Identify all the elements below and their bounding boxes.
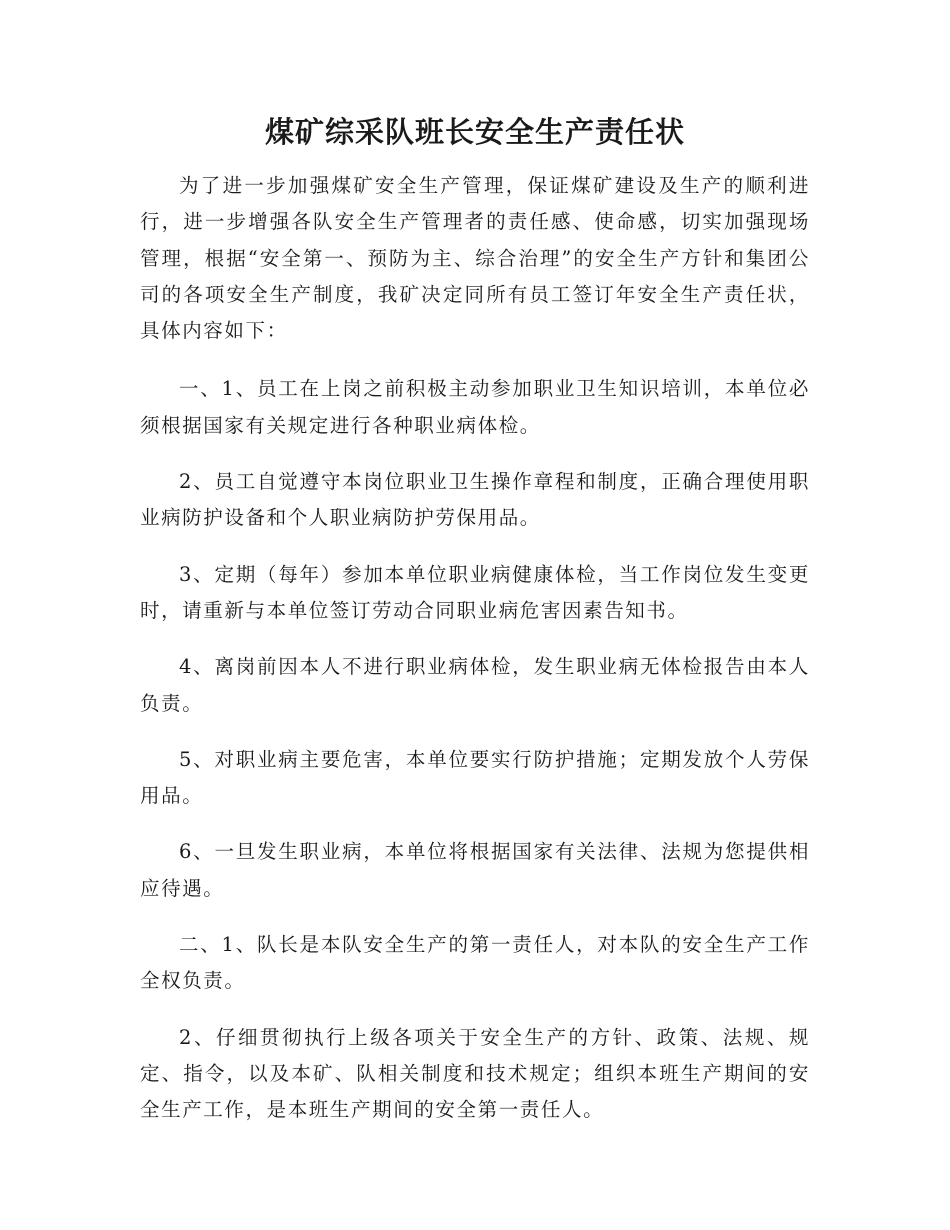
intro-paragraph: 为了进一步加强煤矿安全生产管理，保证煤矿建设及生产的顺利进行，进一步增强各队安全生产管理者的责任感、使命感，切实加强现场管理，根据“安全第一、预防为主、综合治理”的安全生产方针和集团公司的各项安全生产制度，我矿决定同所有员工签订年安全生产责任状，具体内容如下： bbox=[140, 174, 810, 343]
clause-1-6: 6、一旦发生职业病，本单位将根据国家有关法律、法规为您提供相应待遇。 bbox=[140, 840, 810, 900]
clause-1-2: 2、员工自觉遵守本岗位职业卫生操作章程和制度，正确合理使用职业病防护设备和个人职业病防护劳保用品。 bbox=[140, 470, 810, 530]
clause-1-5: 5、对职业病主要危害，本单位要实行防护措施；定期发放个人劳保用品。 bbox=[140, 747, 810, 808]
clause-1-1: 一、1、员工在上岗之前积极主动参加职业卫生知识培训，本单位必须根据国家有关规定进行各种职业病体检。 bbox=[140, 377, 810, 437]
clause-2-1: 二、1、队长是本队安全生产的第一责任人，对本队的安全生产工作全权负责。 bbox=[140, 933, 810, 993]
clause-1-3: 3、定期（每年）参加本单位职业病健康体检，当工作岗位发生变更时，请重新与本单位签订劳动合同职业病危害因素告知书。 bbox=[140, 562, 810, 622]
document-body bbox=[140, 168, 810, 1149]
clause-2-2: 2、仔细贯彻执行上级各项关于安全生产的方针、政策、法规、规定、指令，以及本矿、队相关制度和技术规定；组织本班生产期间的安全生产工作，是本班生产期间的安全第一责任人。 bbox=[140, 1025, 810, 1122]
clause-1-4: 4、离岗前因本人不进行职业病体检，发生职业病无体检报告由本人负责。 bbox=[140, 655, 810, 715]
document-title: 煤矿综采队班长安全生产责任状 bbox=[264, 115, 685, 149]
